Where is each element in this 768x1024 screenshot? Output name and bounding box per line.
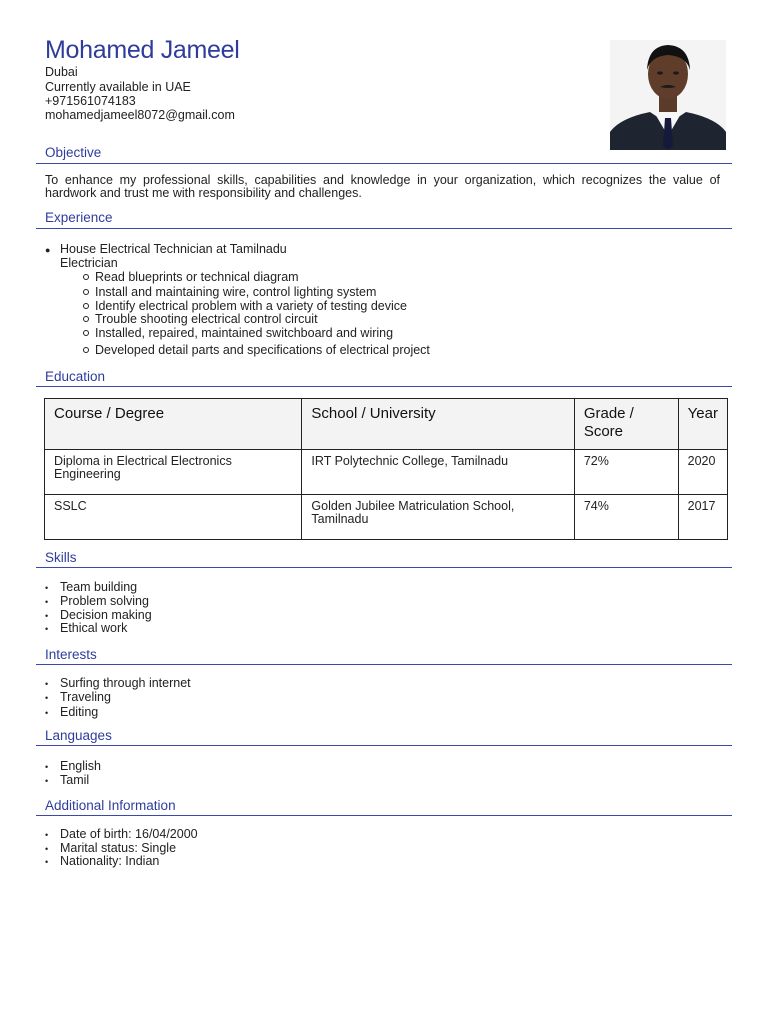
bullet-icon: •	[45, 762, 49, 772]
bullet-icon: •	[45, 693, 49, 703]
list-item: • Problem solving	[45, 594, 149, 608]
section-divider	[36, 163, 732, 164]
job-entry	[45, 242, 287, 257]
table-header-row	[45, 399, 728, 450]
bullet-icon: •	[45, 583, 49, 593]
bullet-icon: •	[45, 844, 49, 854]
job-title: House Electrical Technician at Tamilnadu	[60, 242, 287, 256]
column-header: School / University	[302, 399, 574, 450]
section-divider	[36, 567, 732, 568]
candidate-name: Mohamed Jameel	[45, 36, 240, 64]
column-header: Year	[678, 399, 727, 450]
table-cell: 2020	[678, 450, 727, 495]
list-item: • English	[45, 759, 101, 773]
bullet-icon: •	[45, 708, 49, 718]
education-heading: Education	[45, 369, 106, 384]
duty-item: Installed, repaired, maintained switchboard and wiring	[83, 326, 393, 340]
duty-item: Trouble shooting electrical control circuit	[83, 312, 318, 326]
table-cell: IRT Polytechnic College, Tamilnadu	[302, 450, 574, 495]
job-role: Electrician	[60, 256, 118, 270]
list-item: • Traveling	[45, 690, 111, 704]
contact-phone: +971561074183	[45, 94, 136, 108]
interests-heading: Interests	[45, 647, 97, 662]
bullet-icon: •	[45, 597, 49, 607]
table-row	[45, 495, 728, 540]
languages-heading: Languages	[45, 728, 112, 743]
circle-bullet-icon	[83, 316, 89, 322]
objective-text: To enhance my professional skills, capabilities and knowledge in your organization, which recognizes the value of hardwork and trust me with responsibility and challenges.	[45, 173, 720, 200]
bullet-icon: •	[45, 857, 49, 867]
profile-photo	[610, 40, 726, 150]
bullet-icon: •	[45, 776, 49, 786]
list-item: • Date of birth: 16/04/2000	[45, 827, 198, 841]
section-divider	[36, 664, 732, 665]
table-cell: Golden Jubilee Matriculation School, Tamilnadu	[302, 495, 574, 540]
circle-bullet-icon	[83, 274, 89, 280]
column-header: Grade / Score	[574, 399, 678, 450]
skills-heading: Skills	[45, 550, 77, 565]
duty-item: Identify electrical problem with a variety of testing device	[83, 299, 407, 313]
table-cell: Diploma in Electrical Electronics Engineering	[45, 450, 302, 495]
table-cell: 2017	[678, 495, 727, 540]
table-cell: SSLC	[45, 495, 302, 540]
section-divider	[36, 386, 732, 387]
circle-bullet-icon	[83, 330, 89, 336]
duty-item: Read blueprints or technical diagram	[83, 270, 299, 284]
list-item: • Editing	[45, 705, 99, 719]
circle-bullet-icon	[83, 347, 89, 353]
education-table	[44, 398, 728, 540]
contact-availability: Currently available in UAE	[45, 80, 191, 94]
section-divider	[36, 228, 732, 229]
column-header: Course / Degree	[45, 399, 302, 450]
list-item: • Surfing through internet	[45, 676, 191, 690]
contact-email: mohamedjameel8072@gmail.com	[45, 108, 235, 122]
objective-heading: Objective	[45, 145, 102, 160]
list-item: • Decision making	[45, 608, 152, 622]
list-item: • Tamil	[45, 773, 90, 787]
bullet-icon: ●	[45, 245, 51, 255]
section-divider	[36, 745, 732, 746]
table-row	[45, 450, 728, 495]
list-item: • Marital status: Single	[45, 841, 177, 855]
additional-info-heading: Additional Information	[45, 798, 176, 813]
bullet-icon: •	[45, 624, 49, 634]
bullet-icon: •	[45, 611, 49, 621]
bullet-icon: •	[45, 679, 49, 689]
duty-item: Developed detail parts and specifications of electrical project	[83, 343, 430, 357]
contact-city: Dubai	[45, 65, 78, 79]
list-item: • Team building	[45, 580, 138, 594]
section-divider	[36, 815, 732, 816]
list-item: • Ethical work	[45, 621, 128, 635]
table-cell: 72%	[574, 450, 678, 495]
duty-item: Install and maintaining wire, control lighting system	[83, 285, 376, 299]
list-item: • Nationality: Indian	[45, 854, 160, 868]
circle-bullet-icon	[83, 289, 89, 295]
bullet-icon: •	[45, 830, 49, 840]
circle-bullet-icon	[83, 303, 89, 309]
table-cell: 74%	[574, 495, 678, 540]
experience-heading: Experience	[45, 210, 113, 225]
